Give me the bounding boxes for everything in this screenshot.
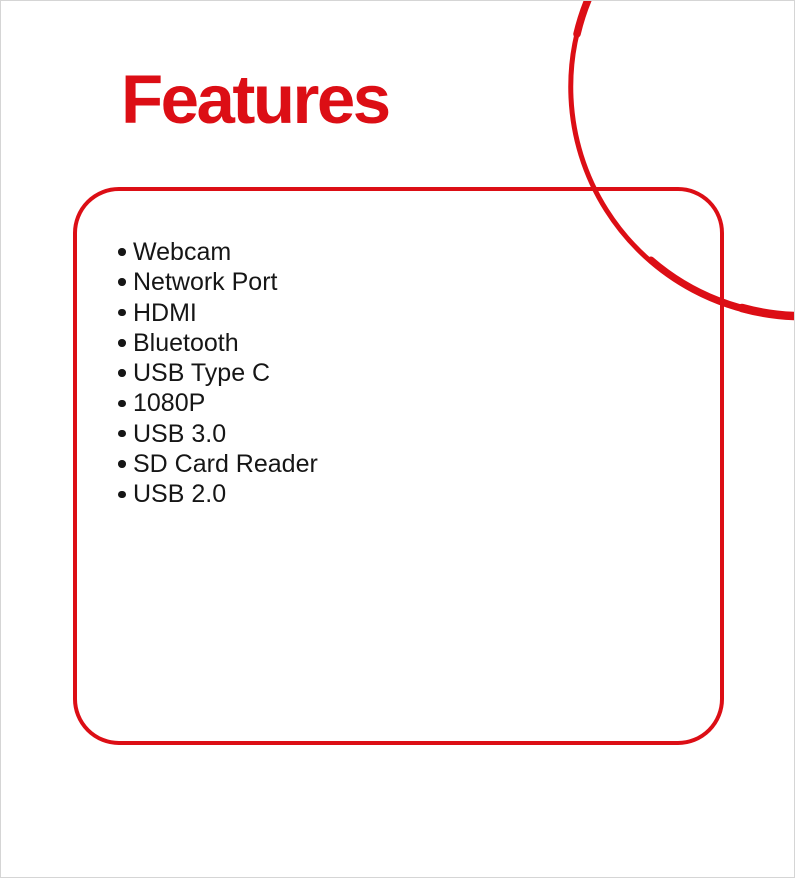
feature-label: HDMI bbox=[133, 298, 197, 327]
feature-label: USB 2.0 bbox=[133, 480, 227, 509]
bullet-icon bbox=[118, 491, 126, 499]
feature-item bbox=[118, 328, 318, 358]
feature-label: 1080P bbox=[133, 389, 206, 418]
curve-arc-top-taper bbox=[577, 1, 590, 34]
feature-label: Bluetooth bbox=[133, 328, 239, 357]
feature-item bbox=[118, 358, 318, 388]
bullet-icon bbox=[118, 278, 126, 286]
feature-label: SD Card Reader bbox=[133, 450, 318, 479]
feature-label: Webcam bbox=[133, 238, 232, 266]
feature-item bbox=[118, 419, 318, 449]
features-list bbox=[118, 237, 318, 510]
feature-item bbox=[118, 298, 318, 328]
bullet-icon bbox=[118, 430, 126, 438]
bullet-icon bbox=[118, 248, 126, 256]
bullet-icon bbox=[118, 339, 126, 347]
feature-item bbox=[118, 267, 318, 297]
feature-item bbox=[118, 237, 318, 267]
bullet-icon bbox=[118, 309, 126, 317]
page-title: Features bbox=[121, 61, 389, 138]
features-box bbox=[73, 187, 724, 745]
bullet-icon bbox=[118, 369, 126, 377]
feature-label: USB 3.0 bbox=[133, 419, 227, 448]
feature-label: USB Type C bbox=[133, 359, 271, 388]
feature-label: Network Port bbox=[133, 268, 278, 297]
bullet-icon bbox=[118, 400, 126, 408]
bullet-icon bbox=[118, 460, 126, 468]
curve-arc-bottom-tip bbox=[742, 308, 794, 316]
feature-item bbox=[118, 388, 318, 418]
feature-item bbox=[118, 479, 318, 509]
feature-item bbox=[118, 449, 318, 479]
